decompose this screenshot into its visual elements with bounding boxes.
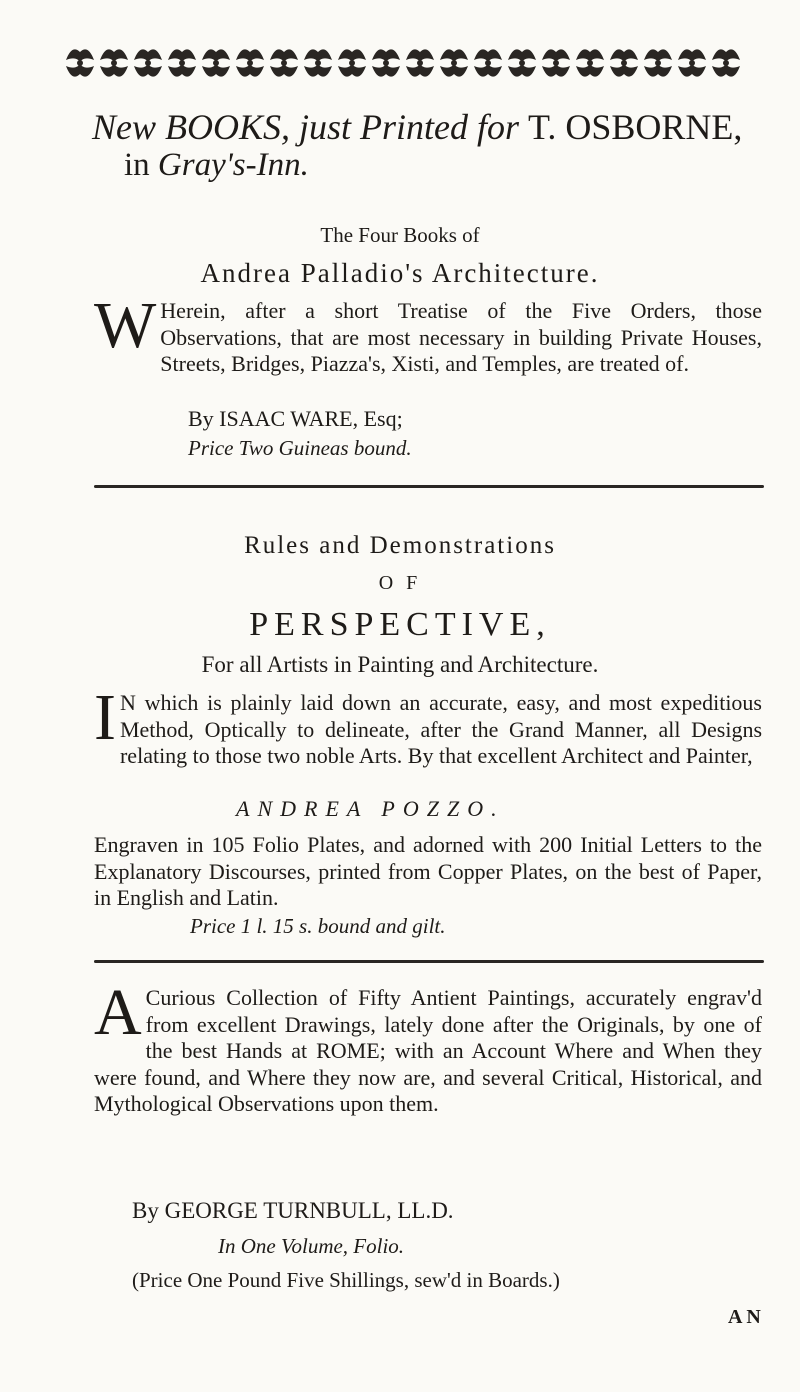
book1-author: By ISAAC WARE, Esq; [188,406,403,431]
heading-in: in [124,147,158,183]
book3-volume: In One Volume, Folio. [218,1234,405,1258]
book2-dropcap: I [94,681,116,754]
book2-price: Price 1 l. 15 s. bound and gilt. [190,914,446,938]
printers-flower-band-ornament [62,40,744,86]
book2-description-2: Engraven in 105 Folio Plates, and adorned with 200 Initial Letters to the Explanatory Discourses, printed from Copper Plates, on the best of Paper, in English and Latin. [94,832,762,910]
book2-audience: For all Artists in Painting and Architecture. [201,652,599,677]
book2-subject: PERSPECTIVE, [249,606,551,643]
book2-of: O F [378,572,422,594]
book2-body: N which is plainly laid down an accurate, easy, and most expeditious Method, Optically to delineate, after the Grand Manner, all Designs relating to those two noble Arts. By that excellent Architect and Painter, [119,690,762,768]
book3-description [94,976,762,1118]
page-heading [92,108,772,184]
bookseller-place: Gray's-Inn. [157,147,309,183]
book1-price: Price Two Guineas bound. [188,436,412,460]
book2-title: Rules and Demonstrations [244,532,556,559]
section-rule-2 [94,960,764,963]
book2-author: ANDREA POZZO. [236,796,505,821]
book1-description [94,289,762,378]
book3-author: By GEORGE TURNBULL, LL.D. [132,1198,454,1223]
bookseller-name: T. OSBORNE, [528,107,743,147]
heading-prefix: New BOOKS, just Printed for [92,107,529,147]
book3-body: Curious Collection of Fifty Antient Paintings, accurately engrav'd from excellent Drawings, lately done after the Originals, by one of the best Hands at ROME; with an Account Where and When they were found, and Where they now are, and several Critical, Historical, and Mythological Observations upon them. [94,985,762,1116]
catchword: A N [728,1306,761,1328]
book1-intro: The Four Books of [320,223,480,247]
section-rule-1 [94,485,764,488]
book3-dropcap: A [94,976,142,1049]
book1-body: Herein, after a short Treatise of the Five Orders, those Observations, that are most necessary in building Private Houses, Streets, Bridges, Piazza's, Xisti, and Temples, are treated of. [160,298,762,376]
book1-title: Andrea Palladio's Architecture. [200,258,600,288]
book3-price: (Price One Pound Five Shillings, sew'd in Boards.) [132,1268,560,1292]
book1-dropcap: W [94,289,157,362]
book2-description [94,681,762,770]
